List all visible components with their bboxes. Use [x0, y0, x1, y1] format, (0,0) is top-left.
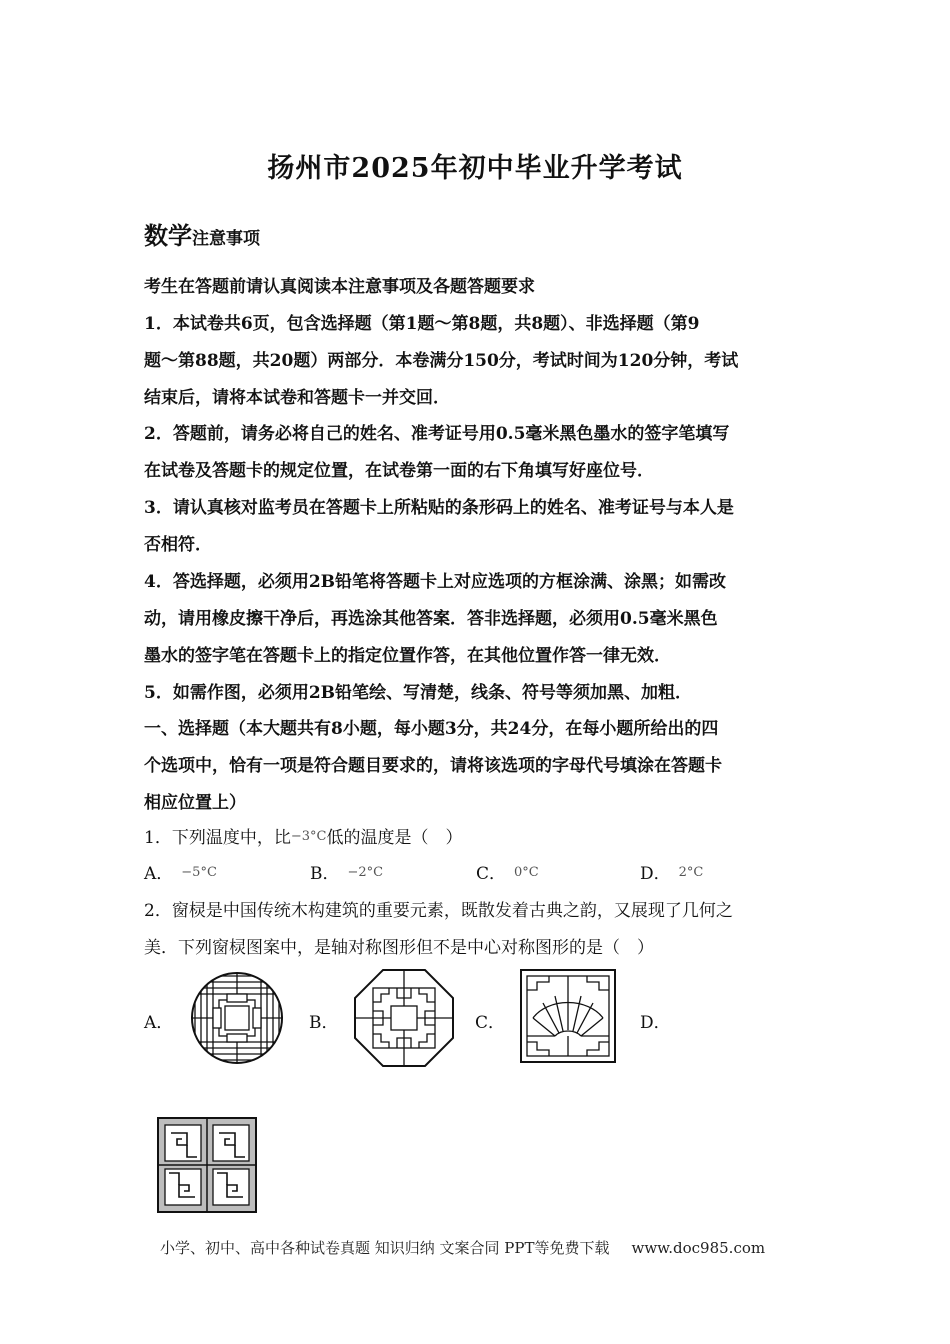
subject-name: 数学 [144, 221, 192, 250]
question-1-temp: −3°C [290, 829, 327, 844]
question-2-stem-line: 美．下列窗棂图案中，是轴对称图形但不是中心对称图形的是（ ） [144, 938, 654, 958]
footer-text: 小学、初中、高中各种试卷真题 知识归纳 文案合同 PPT等免费下载 [160, 1239, 610, 1257]
notice-line: 4．答选择题，必须用2B铅笔将答题卡上对应选项的方框涂满、涂黑；如需改 [144, 572, 727, 592]
question-1-stem [144, 823, 814, 848]
notice-heading: 注意事项 [192, 229, 260, 249]
notice-line: 2．答题前，请务必将自己的姓名、准考证号用0.5毫米黑色墨水的签字笔填写 [144, 424, 730, 444]
option-b[interactable] [310, 859, 383, 884]
option-letter: C． [476, 864, 507, 884]
notice-line: 题～第88题，共20题）两部分．本卷满分150分，考试时间为120分钟，考试 [144, 351, 739, 371]
lattice-octagon-image [353, 968, 455, 1068]
page-footer [160, 1237, 765, 1258]
option-d-label[interactable]: D． [640, 1013, 671, 1033]
lattice-meander-image [157, 1117, 257, 1213]
notice-line: 3．请认真核对监考员在答题卡上所粘贴的条形码上的姓名、准考证号与本人是 [144, 498, 734, 518]
option-value: −5°C [181, 865, 217, 880]
notice-line: 5．如需作图，必须用2B铅笔绘、写清楚，线条、符号等须加黑、加粗． [144, 683, 693, 703]
notice-line: 在试卷及答题卡的规定位置，在试卷第一面的右下角填写好座位号． [144, 461, 654, 481]
notice-line: 否相符． [144, 535, 212, 555]
option-c-label[interactable]: C． [475, 1013, 506, 1033]
option-d[interactable] [640, 859, 703, 884]
lattice-circle-image [189, 970, 285, 1066]
option-a-label[interactable]: A． [144, 1013, 174, 1033]
notice-line: 动，请用橡皮擦干净后，再选涂其他答案．答非选择题，必须用0.5毫米黑色 [144, 609, 718, 629]
option-letter: D． [640, 864, 671, 884]
option-c[interactable] [476, 859, 539, 884]
option-letter: A． [144, 864, 174, 884]
section-header-line: 一、选择题（本大题共有8小题，每小题3分，共24分，在每小题所给出的四 [144, 719, 719, 739]
page-title: 扬州市2025年初中毕业升学考试 [267, 153, 683, 184]
notice-line: 墨水的签字笔在答题卡上的指定位置作答，在其他位置作答一律无效． [144, 646, 671, 666]
footer-url[interactable]: www.doc985.com [631, 1239, 766, 1257]
subject-heading [144, 216, 260, 251]
notice-line: 结束后，请将本试卷和答题卡一并交回． [144, 388, 450, 408]
option-letter: B． [310, 864, 340, 884]
question-1-prefix: 1．下列温度中，比 [144, 828, 291, 848]
lattice-fan-image [519, 968, 617, 1064]
option-value: 2°C [678, 865, 704, 880]
question-1-suffix: 低的温度是（ ） [326, 828, 463, 848]
section-header-line: 相应位置上） [144, 793, 246, 813]
option-a[interactable] [144, 859, 217, 884]
option-value: 0°C [514, 865, 539, 880]
section-header-line: 个选项中，恰有一项是符合题目要求的，请将该选项的字母代号填涂在答题卡 [144, 756, 722, 776]
option-value: −2°C [347, 865, 384, 880]
question-2-stem-line: 2．窗棂是中国传统木构建筑的重要元素，既散发着古典之韵，又展现了几何之 [144, 901, 733, 921]
option-b-label[interactable]: B． [309, 1013, 339, 1033]
notice-intro: 考生在答题前请认真阅读本注意事项及各题答题要求 [144, 277, 535, 297]
notice-line: 1．本试卷共6页，包含选择题（第1题～第8题，共8题）、非选择题（第9 [144, 314, 700, 334]
